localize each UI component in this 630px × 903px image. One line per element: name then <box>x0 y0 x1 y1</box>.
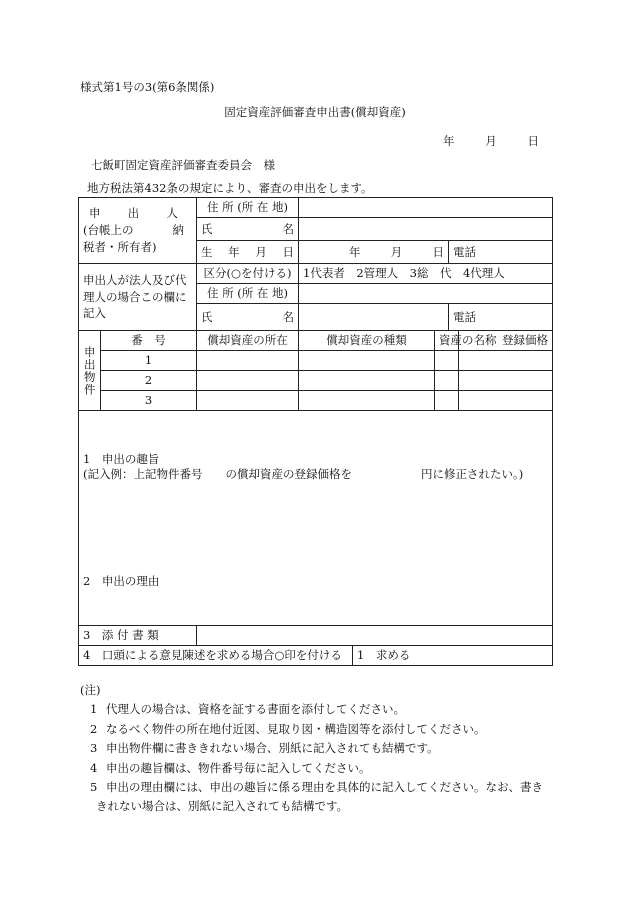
agent-address-label: 住 所 (所 在 地) <box>197 284 299 304</box>
applicant-label-sub: 納 <box>172 223 184 238</box>
note-item <box>90 761 560 775</box>
purpose-reason-area[interactable] <box>79 411 553 626</box>
date-day-label: 日 <box>527 134 539 148</box>
property-value-input[interactable] <box>459 351 553 371</box>
agent-category-options[interactable]: 1代表者 2管理人 3総 代 4代理人 <box>299 264 553 284</box>
applicant-name-input[interactable] <box>299 218 553 241</box>
property-row-number: 3 <box>101 391 197 411</box>
attachments-label: 3 添 付 書 類 <box>79 626 197 646</box>
property-side-text: 申出物件 <box>82 345 97 396</box>
notes-heading: (注) <box>80 683 101 697</box>
application-form-table <box>78 197 553 666</box>
property-header-asset-name: 資産の名称 <box>435 331 459 351</box>
purpose-reason-row <box>79 411 553 626</box>
purpose-heading: 1 申出の趣旨 <box>83 451 160 466</box>
oral-hearing-label: 4 口頭による意見陳述を求める場合○印を付ける <box>79 646 353 666</box>
applicant-label-char: 出 <box>127 206 140 221</box>
property-row-number: 2 <box>101 371 197 391</box>
notes-section <box>80 683 560 819</box>
property-header-value: 登録価格 <box>459 331 553 351</box>
oral-hearing-row <box>79 646 553 666</box>
attachments-row <box>79 626 553 646</box>
note-number: 3 <box>90 741 98 756</box>
date-year-label: 年 <box>443 134 455 148</box>
property-value-input[interactable] <box>459 371 553 391</box>
agent-category-row <box>79 264 553 284</box>
property-location-input[interactable] <box>197 391 299 411</box>
document-title: 固定資産評価審査申出書(償却資産) <box>224 105 406 119</box>
property-type-input[interactable] <box>299 351 435 371</box>
name-label-char: 名 <box>282 221 294 236</box>
applicant-address-input[interactable] <box>299 198 553 218</box>
form-number: 様式第1号の3(第6条関係) <box>80 80 215 94</box>
date-label-char: 月 <box>390 244 403 259</box>
applicant-label-char: 申 <box>89 206 101 221</box>
note-text: なるべく物件の所在地付近図、見取り図・構造図等を添付してください。 <box>106 721 486 736</box>
note-text: 申出の趣旨欄は、物件番号毎に記入してください。 <box>106 760 371 775</box>
date-label-char: 年 <box>349 244 361 259</box>
phone-label: 電話 <box>453 309 476 324</box>
note-item <box>90 722 560 736</box>
property-header-number: 番 号 <box>101 331 197 351</box>
agent-label-cell: 申出人が法人及び代理人の場合この欄に記入 <box>79 264 197 331</box>
property-side-label <box>79 331 101 411</box>
property-asset-name-input[interactable] <box>435 351 459 371</box>
property-location-input[interactable] <box>197 351 299 371</box>
applicant-label-sub: 税者・所有者) <box>83 239 157 254</box>
note-number: 5 <box>90 779 98 794</box>
applicant-birth-date-input[interactable] <box>299 241 449 264</box>
note-text: 申出物件欄に書ききれない場合、別紙に記入されても結構です。 <box>106 741 439 756</box>
addressee: 七飯町固定資産評価審査委員会 様 <box>91 158 275 172</box>
intro-text: 地方税法第432条の規定により、審査の申出をします。 <box>87 181 373 195</box>
birth-label-char: 年 <box>228 244 240 259</box>
oral-hearing-option[interactable]: 1 求める <box>353 646 553 666</box>
birth-label-char: 月 <box>255 244 267 259</box>
note-number: 4 <box>90 760 98 775</box>
note-item <box>90 780 560 814</box>
property-asset-name-input[interactable] <box>435 391 459 411</box>
property-row <box>79 391 553 411</box>
agent-name-label <box>197 304 299 331</box>
agent-name-input[interactable] <box>299 304 449 331</box>
name-label-char: 名 <box>282 309 294 324</box>
note-number: 1 <box>90 702 98 717</box>
applicant-label-char: 人 <box>166 206 178 221</box>
birth-label-char: 日 <box>282 244 294 259</box>
phone-label: 電話 <box>453 244 476 259</box>
property-header-location: 償却資産の所在 <box>197 331 299 351</box>
property-location-input[interactable] <box>197 371 299 391</box>
note-item <box>90 702 560 716</box>
property-header-row <box>79 331 553 351</box>
applicant-label-sub: (台帳上の <box>83 223 134 238</box>
purpose-example: (記入例：上記物件番号 の償却資産の登録価格を 円に修正されたい。) <box>83 467 524 482</box>
property-asset-name-input[interactable] <box>435 371 459 391</box>
submission-date <box>443 134 539 148</box>
applicant-address-label: 住 所 (所 在 地) <box>197 198 299 218</box>
agent-phone-input[interactable] <box>449 304 553 331</box>
note-text: 代理人の場合は、資格を証する書面を添付してください。 <box>106 702 405 717</box>
agent-category-label: 区分(○を付ける) <box>197 264 299 284</box>
property-row <box>79 371 553 391</box>
property-value-input[interactable] <box>459 391 553 411</box>
applicant-birth-label <box>197 241 299 264</box>
applicant-label-cell <box>79 198 197 264</box>
note-text-continued: きれない場合は、別紙に記入されても結構です。 <box>96 799 349 814</box>
note-number: 2 <box>90 721 98 736</box>
date-month-label: 月 <box>485 134 497 148</box>
note-text: 申出の理由欄には、申出の趣旨に係る理由を具体的に記入してください。なお、書き <box>106 779 543 794</box>
agent-address-input[interactable] <box>299 284 553 304</box>
property-type-input[interactable] <box>299 391 435 411</box>
name-label-char: 氏 <box>201 221 213 236</box>
applicant-name-label <box>197 218 299 241</box>
name-label-char: 氏 <box>201 309 213 324</box>
property-type-input[interactable] <box>299 371 435 391</box>
applicant-phone-input[interactable] <box>449 241 553 264</box>
property-row <box>79 351 553 371</box>
attachments-input[interactable] <box>197 626 553 646</box>
reason-heading: 2 申出の理由 <box>83 573 160 588</box>
birth-label-char: 生 <box>201 244 213 259</box>
applicant-address-row <box>79 198 553 218</box>
note-item <box>90 741 560 755</box>
date-label-char: 日 <box>432 244 444 259</box>
property-header-type: 償却資産の種類 <box>299 331 435 351</box>
property-row-number: 1 <box>101 351 197 371</box>
